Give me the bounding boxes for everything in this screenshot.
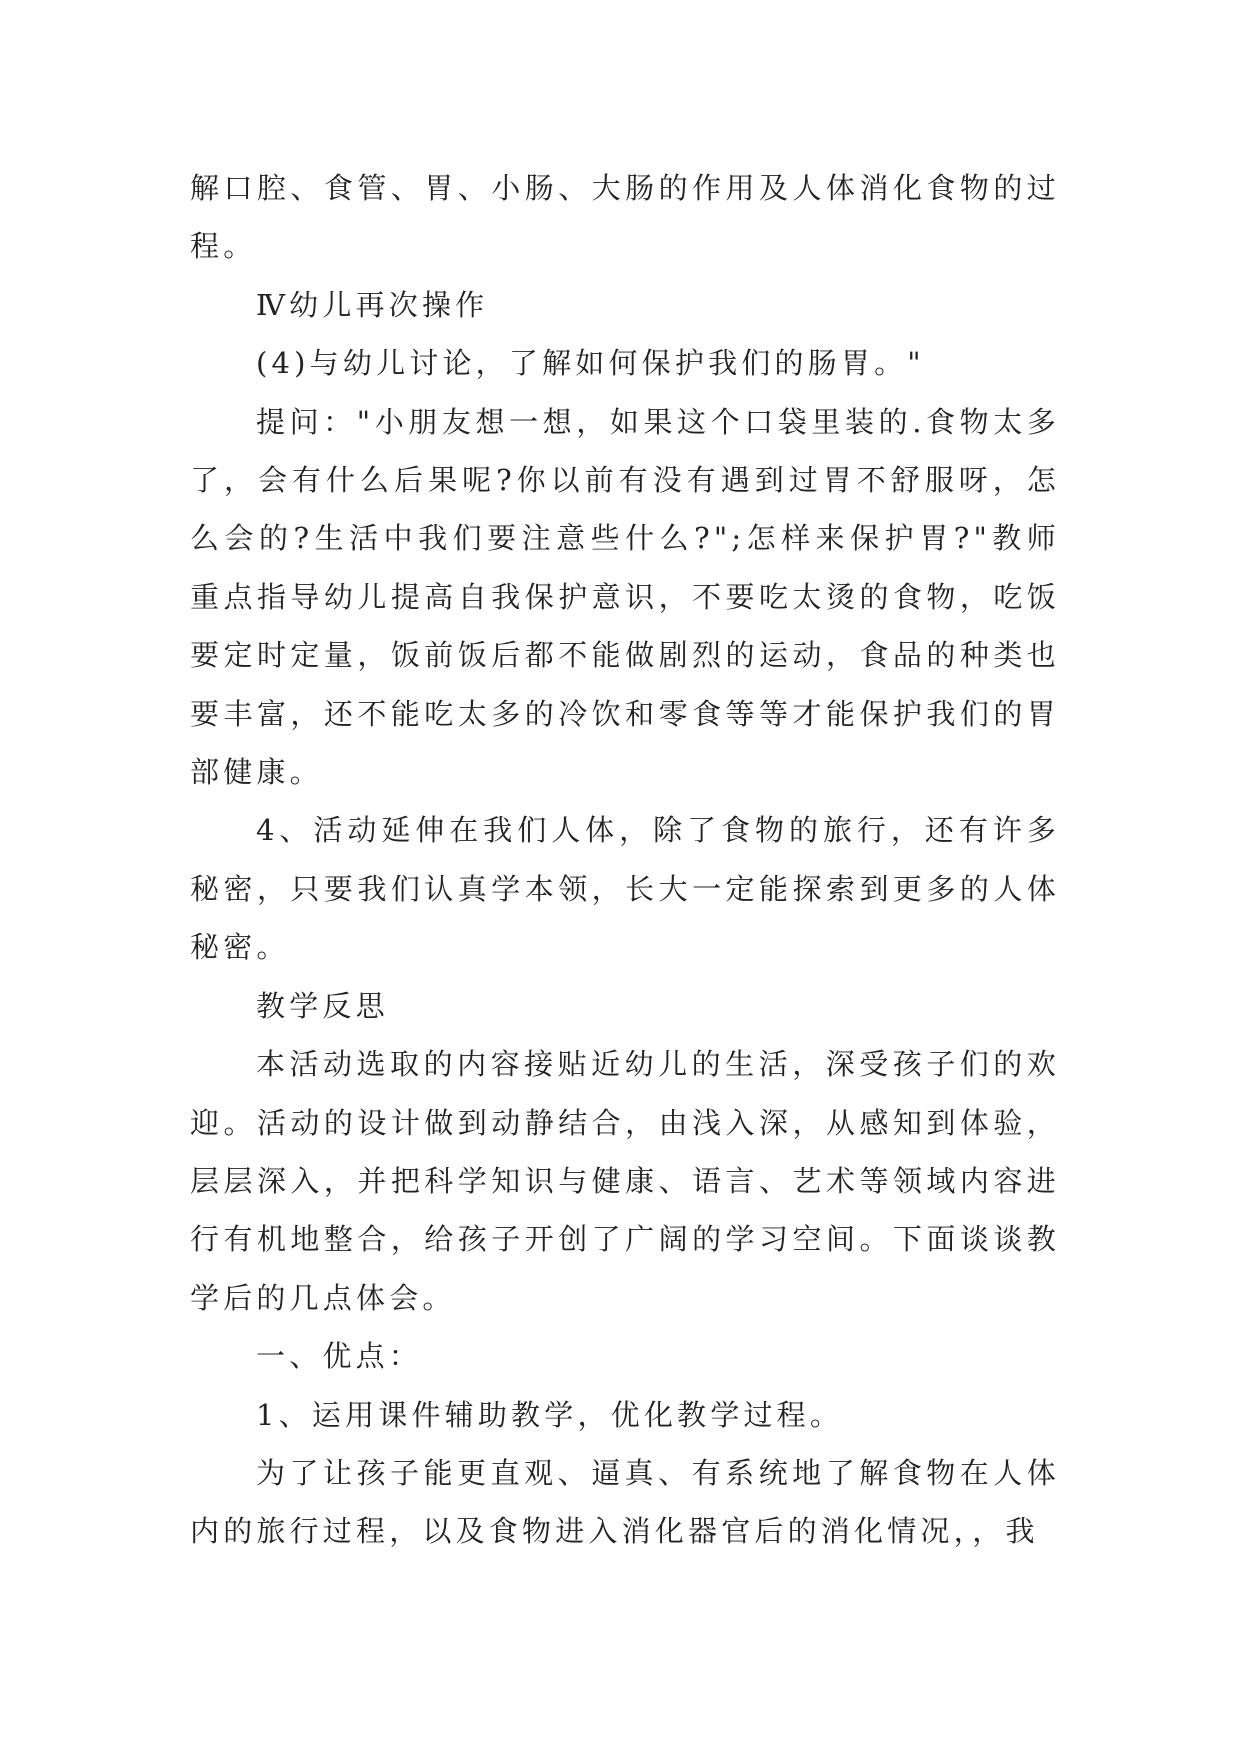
document-body xyxy=(190,159,1060,1561)
paragraph-step-heading: Ⅳ幼儿再次操作 xyxy=(256,287,489,322)
paragraph-discussion: (4)与幼儿讨论，了解如何保护我们的肠胃。" xyxy=(256,346,925,381)
paragraph-question: 提问："小朋友想一想，如果这个口袋里装的.食物太多了，会有什么后果呢?你以前有没有遇到过胃不舒服呀，怎么会的?生活中我们要注意些什么?";怎样来保护胃?"教师重点指导幼儿提高自我保护意识，不要吃太烫的食物，吃饭要定时定量，饭前饭后都不能做剧烈的运动，食品的种类也要丰富，还不能吃太多的冷饮和零食等等才能保护我们的胃部健康。 xyxy=(190,404,1060,790)
paragraph-courseware: 为了让孩子能更直观、逼真、有系统地了解食物在人体内的旅行过程，以及食物进入消化器官后的消化情况，，我 xyxy=(190,1455,1060,1549)
paragraph-digestion-process: 解口腔、食管、胃、小肠、大肠的作用及人体消化食物的过程。 xyxy=(190,171,1060,264)
paragraph-extension: 4、活动延伸在我们人体，除了食物的旅行，还有许多秘密，只要我们认真学本领，长大一定能探索到更多的人体秘密。 xyxy=(190,813,1060,965)
section-heading-reflection: 教学反思 xyxy=(256,988,389,1023)
section-heading-strengths: 一、优点： xyxy=(256,1339,423,1374)
paragraph-point-one: 1、运用课件辅助教学，优化教学过程。 xyxy=(256,1397,844,1432)
paragraph-reflection: 本活动选取的内容接贴近幼儿的生活，深受孩子们的欢迎。活动的设计做到动静结合，由浅入深，从感知到体验，层层深入，并把科学知识与健康、语言、艺术等领域内容进行有机地整合，给孩子开创了广阔的学习空间。下面谈谈教学后的几点体会。 xyxy=(190,1047,1060,1315)
